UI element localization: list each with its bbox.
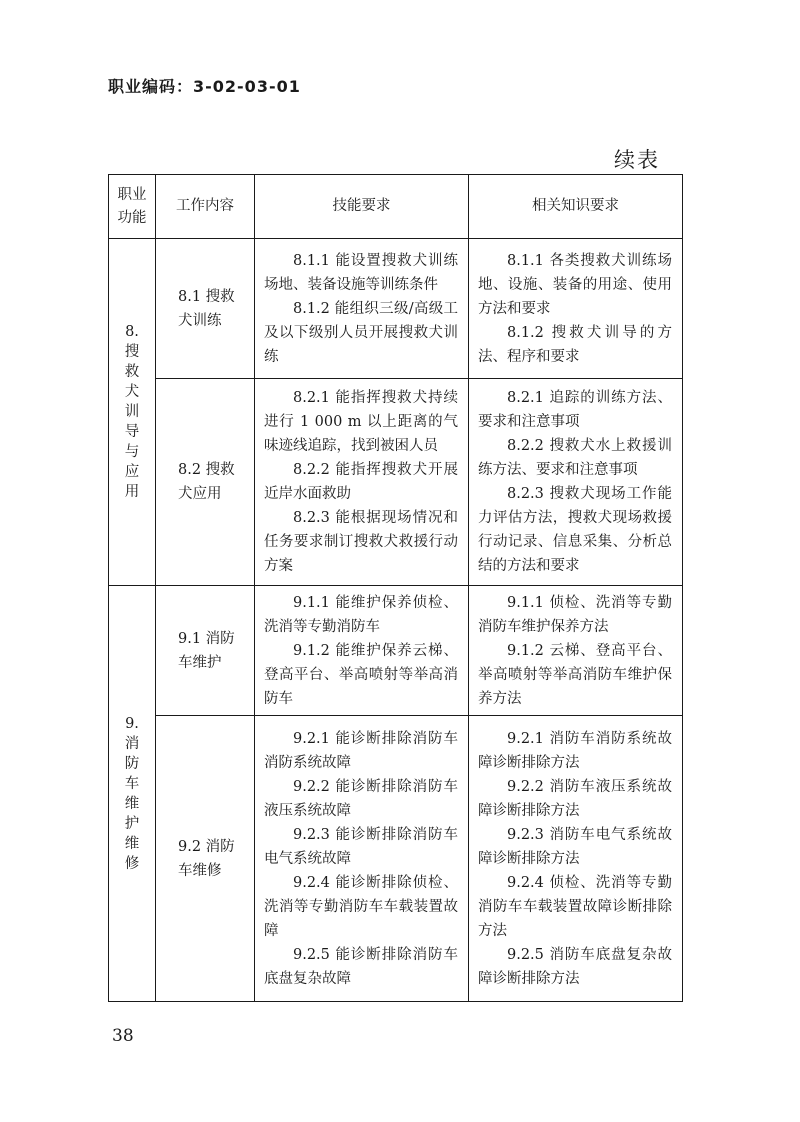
knowledge-item: 8.2.3 搜救犬现场工作能力评估方法，搜救犬现场救援行动记录、信息采集、分析总结的方法和要求 [478,486,672,574]
knowledge-item: 8.2.1 追踪的训练方法、要求和注意事项 [478,390,672,430]
skill-item: 9.2.4 能诊断排除侦检、洗消等专勤消防车车载装置故障 [264,874,458,939]
knowledge-item: 9.1.2 云梯、登高平台、举高喷射等举高消防车维护保养方法 [478,642,672,707]
function-name: 搜救犬训导与应用 [124,344,140,500]
header-function: 职业功能 [109,175,156,239]
knowledge-item: 8.1.1 各类搜救犬训练场地、设施、装备的用途、使用方法和要求 [478,252,672,317]
skills-cell [255,379,469,586]
skill-item: 9.1.2 能维护保养云梯、登高平台、举高喷射等举高消防车 [264,642,458,707]
skill-item: 9.2.3 能诊断排除消防车电气系统故障 [264,826,458,867]
work-content-cell: 9.2 消防车维修 [156,716,255,1002]
skill-item: 8.2.1 能指挥搜救犬持续进行 1 000 m 以上距离的气味迹线追踪，找到被困人员 [264,390,458,454]
header-work-content: 工作内容 [156,175,255,239]
continued-table-label: 续表 [614,148,660,172]
header-skills: 技能要求 [255,175,469,239]
skills-cell [255,586,469,716]
skill-item: 9.1.1 能维护保养侦检、洗消等专勤消防车 [264,594,458,635]
knowledge-cell [469,379,683,586]
skill-item: 8.1.1 能设置搜救犬训练场地、装备设施等训练条件 [264,252,458,293]
skills-table [108,174,683,1002]
skill-item: 8.2.3 能根据现场情况和任务要求制订搜救犬救援行动方案 [264,510,458,574]
occupation-code: 职业编码：3-02-03-01 [108,77,301,96]
knowledge-item: 9.2.3 消防车电气系统故障诊断排除方法 [478,826,672,867]
knowledge-cell [469,716,683,1002]
table-row [109,239,683,379]
header-knowledge: 相关知识要求 [469,175,683,239]
function-cell-9 [109,586,156,1002]
table-header-row [109,175,683,239]
knowledge-item: 9.2.2 消防车液压系统故障诊断排除方法 [478,778,672,819]
function-number: 9. [125,715,139,732]
skill-item: 9.2.5 能诊断排除消防车底盘复杂故障 [264,946,458,987]
knowledge-item: 9.2.1 消防车消防系统故障诊断排除方法 [478,730,672,771]
page-number: 38 [112,1026,134,1046]
skills-cell [255,716,469,1002]
table-row [109,716,683,1002]
skill-item: 9.2.1 能诊断排除消防车消防系统故障 [264,730,458,771]
knowledge-cell [469,586,683,716]
skill-item: 8.2.2 能指挥搜救犬开展近岸水面救助 [264,462,458,502]
table-row [109,586,683,716]
knowledge-item: 9.1.1 侦检、洗消等专勤消防车维护保养方法 [478,594,672,635]
work-content-cell: 8.2 搜救犬应用 [156,379,255,586]
work-content-cell: 8.1 搜救犬训练 [156,239,255,379]
skills-cell [255,239,469,379]
knowledge-item: 9.2.4 侦检、洗消等专勤消防车车载装置故障诊断排除方法 [478,874,672,939]
function-name: 消防车维护维修 [124,735,140,872]
knowledge-item: 8.1.2 搜救犬训导的方法、程序和要求 [478,324,672,365]
function-number: 8. [125,324,139,340]
knowledge-item: 8.2.2 搜救犬水上救援训练方法、要求和注意事项 [478,438,672,478]
knowledge-item: 9.2.5 消防车底盘复杂故障诊断排除方法 [478,946,672,987]
skill-item: 8.1.2 能组织三级/高级工及以下级别人员开展搜救犬训练 [264,300,458,365]
table-row [109,379,683,586]
knowledge-cell [469,239,683,379]
skill-item: 9.2.2 能诊断排除消防车液压系统故障 [264,778,458,819]
work-content-cell: 9.1 消防车维护 [156,586,255,716]
function-cell-8 [109,239,156,586]
